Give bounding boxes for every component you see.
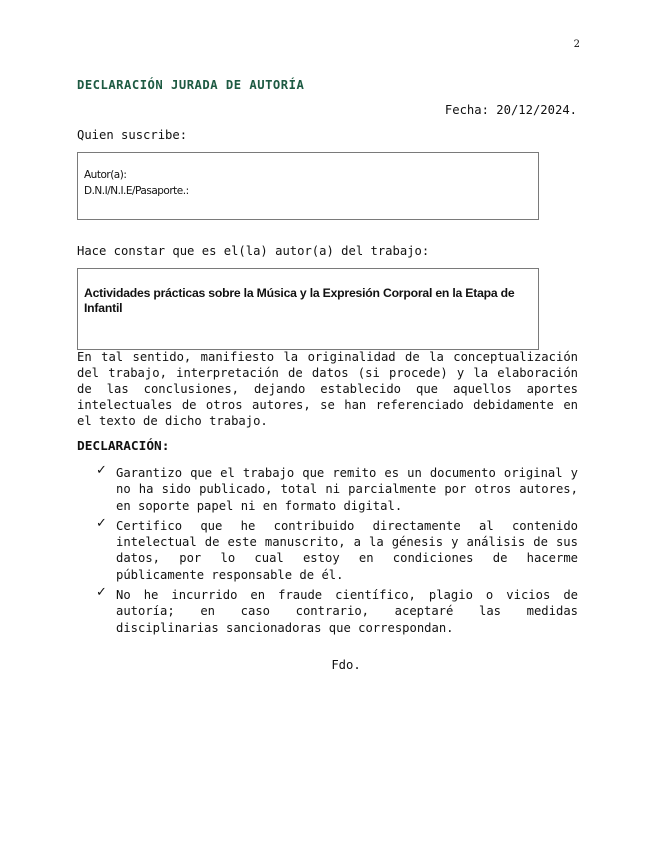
attest-label: Hace constar que es el(la) autor(a) del trabajo: bbox=[77, 244, 430, 258]
subscriber-label: Quien suscribe: bbox=[77, 128, 188, 142]
declaration-item-text: No he incurrido en fraude científico, plagio o vicios de autoría; en caso contrario, aceptaré las medidas disciplinarias sancionadoras que correspondan. bbox=[116, 588, 578, 635]
author-info-box bbox=[77, 152, 539, 220]
document-title: DECLARACIÓN JURADA DE AUTORÍA bbox=[77, 78, 305, 92]
signature-label: Fdo. bbox=[331, 658, 361, 672]
author-field-label: Autor(a): bbox=[84, 169, 127, 181]
declaration-item bbox=[96, 587, 578, 636]
declaration-list bbox=[96, 465, 578, 640]
originality-paragraph: En tal sentido, manifiesto la originalidad de la conceptualización del trabajo, interpretación de datos (si procede) y la elaboración de las conclusiones, dejando establecido que aquellos aportes intelectuales de otros autores, se han referenciado debidamente en el texto de dicho trabajo. bbox=[77, 350, 578, 428]
work-title-box bbox=[77, 268, 539, 350]
declaration-item bbox=[96, 515, 578, 583]
check-icon: ✓ bbox=[96, 463, 107, 478]
work-title: Actividades prácticas sobre la Música y la Expresión Corporal en la Etapa de Infantil bbox=[84, 286, 515, 315]
declaration-item bbox=[96, 465, 578, 514]
declaration-item-text: Certifico que he contribuido directamente al contenido intelectual de este manuscrito, a la génesis y análisis de sus datos, por lo cual estoy en condiciones de hacerme públicamente responsable de él. bbox=[116, 518, 578, 582]
check-icon: ✓ bbox=[96, 515, 107, 531]
declaration-heading: DECLARACIÓN: bbox=[77, 439, 170, 454]
check-icon: ✓ bbox=[96, 585, 107, 601]
date-line: Fecha: 20/12/2024. bbox=[444, 103, 577, 117]
id-field-label: D.N.I/N.I.E/Pasaporte.: bbox=[84, 185, 189, 197]
declaration-item-text: Garantizo que el trabajo que remito es un documento original y no ha sido publicado, total ni parcialmente por otros autores, en soporte papel ni en formato digital. bbox=[116, 466, 578, 513]
page-number: 2 bbox=[573, 39, 580, 50]
